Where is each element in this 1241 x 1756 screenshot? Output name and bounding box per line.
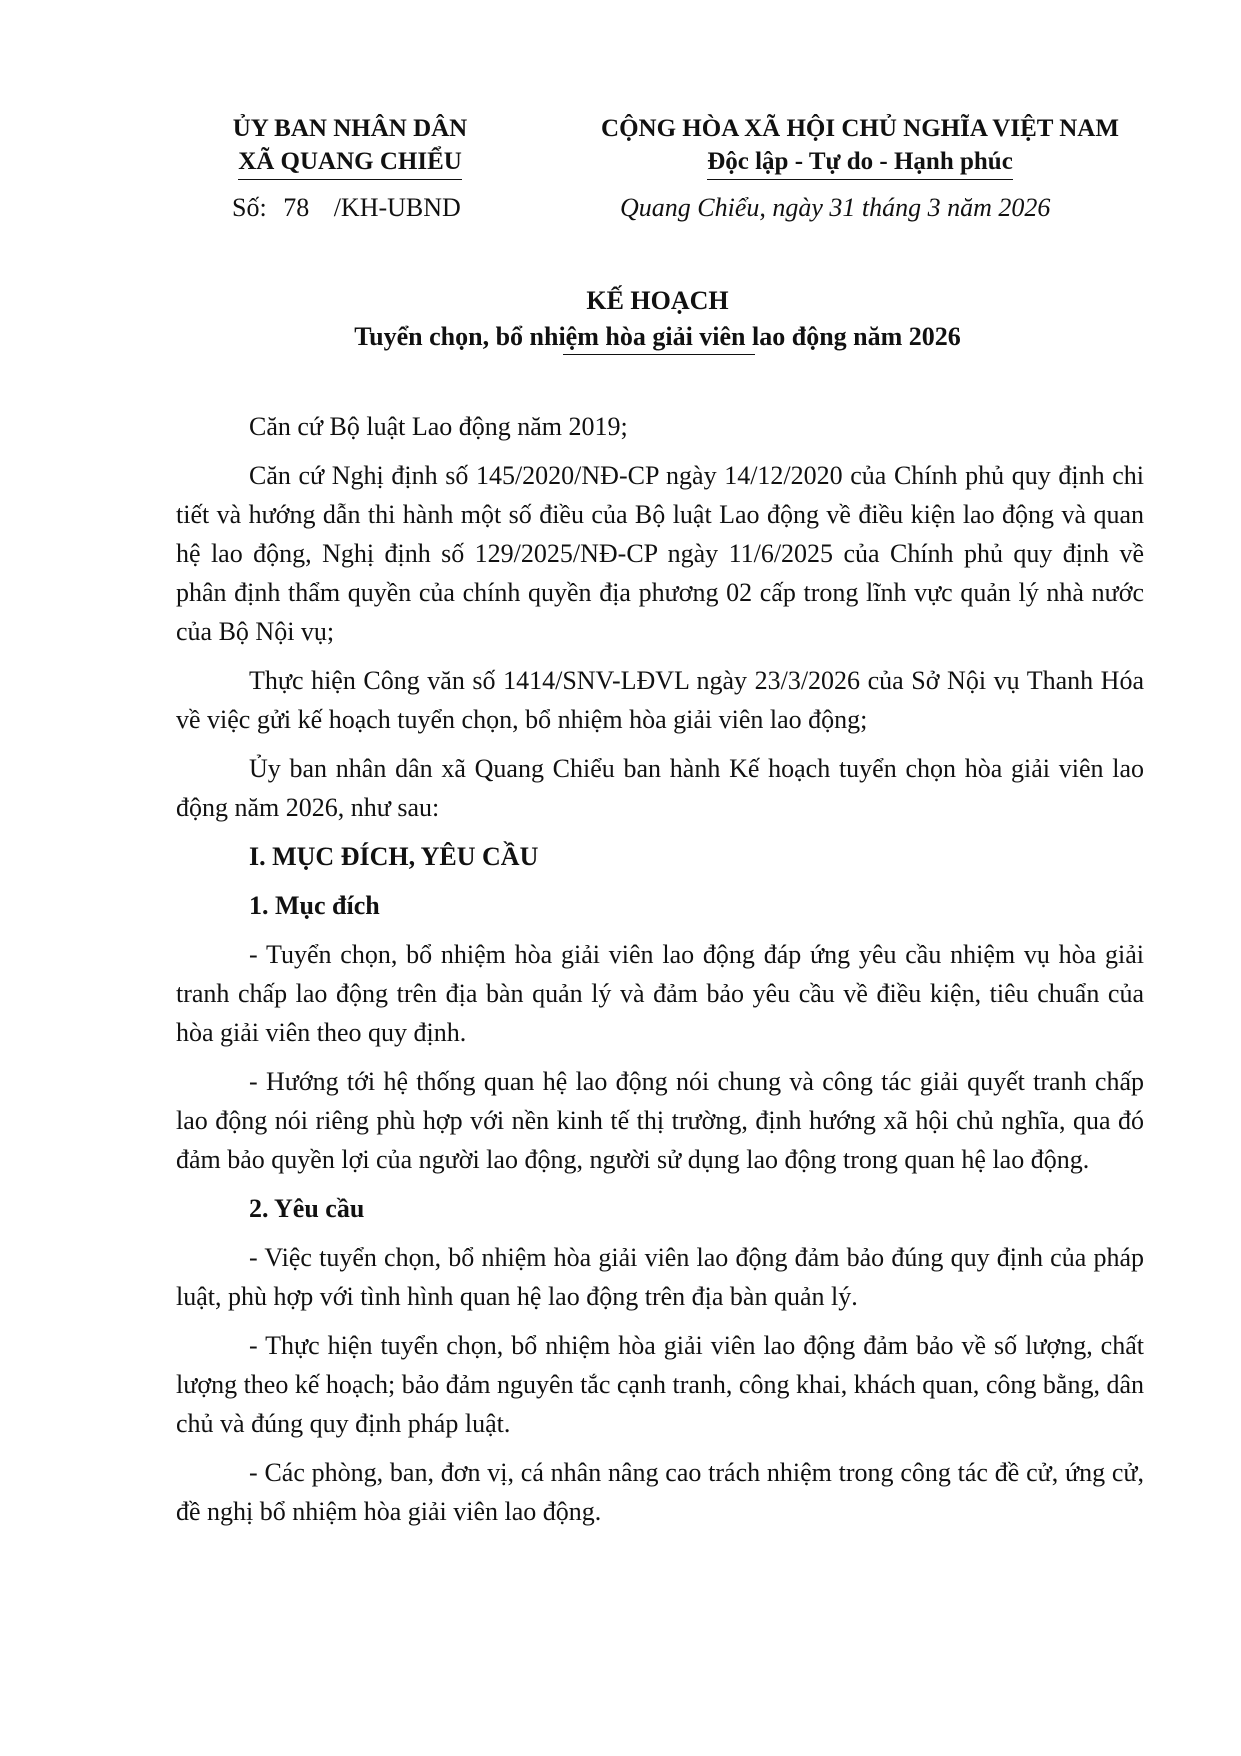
legal-basis-3: Thực hiện Công văn số 1414/SNV-LĐVL ngày 23/3/2026 của Sở Nội vụ Thanh Hóa về việc gửi kế hoạch tuyển chọn, bổ nhiệm hòa giải viên lao động; (176, 666, 1144, 734)
issuing-authority (215, 112, 485, 180)
title-underline (563, 354, 755, 355)
intro-paragraph: Ủy ban nhân dân xã Quang Chiểu ban hành Kế hoạch tuyển chọn hòa giải viên lao động năm 2026, như sau: (176, 754, 1144, 822)
place-date: Quang Chiểu, ngày 31 tháng 3 năm 2026 (620, 193, 1051, 222)
doc-number-value: 78 (283, 193, 310, 222)
legal-basis-1: Căn cứ Bộ luật Lao động năm 2019; (249, 412, 628, 441)
section-heading-1: I. MỤC ĐÍCH, YÊU CẦU (249, 842, 539, 871)
doc-number-suffix: /KH-UBND (333, 193, 461, 222)
document-body (176, 407, 1144, 1541)
title-block (175, 283, 1140, 355)
requirement-item-2: - Thực hiện tuyển chọn, bổ nhiệm hòa giải viên lao động đảm bảo về số lượng, chất lượng theo kế hoạch; bảo đảm nguyên tắc cạnh tranh, công khai, khách quan, công bằng, dân chủ và đúng quy định pháp luật. (176, 1331, 1144, 1438)
nation-line-1: CỘNG HÒA XÃ HỘI CHỦ NGHĨA VIỆT NAM (601, 115, 1119, 142)
authority-line-1: ỦY BAN NHÂN DÂN (232, 115, 468, 142)
requirement-item-1: - Việc tuyển chọn, bổ nhiệm hòa giải viên lao động đảm bảo đúng quy định của pháp luật, phù hợp với tình hình quan hệ lao động trên địa bàn quản lý. (176, 1243, 1144, 1311)
subheading-purpose: 1. Mục đích (249, 891, 380, 920)
doc-number-label: Số: (232, 193, 267, 222)
legal-basis-2: Căn cứ Nghị định số 145/2020/NĐ-CP ngày 14/12/2020 của Chính phủ quy định chi tiết và hướng dẫn thi hành một số điều của Bộ luật Lao động về điều kiện lao động và quan hệ lao động, Nghị định số 129/2025/NĐ-CP ngày 11/6/2025 của Chính phủ quy định về phân định thẩm quyền của chính quyền địa phương 02 cấp trong lĩnh vực quản lý nhà nước của Bộ Nội vụ; (176, 461, 1144, 646)
nation-line-2: Độc lập - Tự do - Hạnh phúc (707, 145, 1013, 180)
purpose-item-2: - Hướng tới hệ thống quan hệ lao động nói chung và công tác giải quyết tranh chấp lao động nói riêng phù hợp với nền kinh tế thị trường, định hướng xã hội chủ nghĩa, qua đó đảm bảo quyền lợi của người lao động, người sử dụng lao động trong quan hệ lao động. (176, 1067, 1144, 1174)
subheading-requirements: 2. Yêu cầu (249, 1194, 365, 1223)
national-motto (565, 112, 1155, 180)
authority-line-2: XÃ QUANG CHIỂU (238, 145, 462, 180)
requirement-item-3: - Các phòng, ban, đơn vị, cá nhân nâng cao trách nhiệm trong công tác đề cử, ứng cử, đề nghị bổ nhiệm hòa giải viên lao động. (176, 1458, 1144, 1526)
document-subtitle: Tuyển chọn, bổ nhiệm hòa giải viên lao động năm 2026 (354, 322, 961, 351)
document-title: KẾ HOẠCH (586, 286, 729, 315)
document-number (232, 193, 461, 223)
purpose-item-1: - Tuyển chọn, bổ nhiệm hòa giải viên lao động đáp ứng yêu cầu nhiệm vụ hòa giải tranh chấp lao động trên địa bàn quản lý và đảm bảo yêu cầu về điều kiện, tiêu chuẩn của hòa giải viên theo quy định. (176, 940, 1144, 1047)
